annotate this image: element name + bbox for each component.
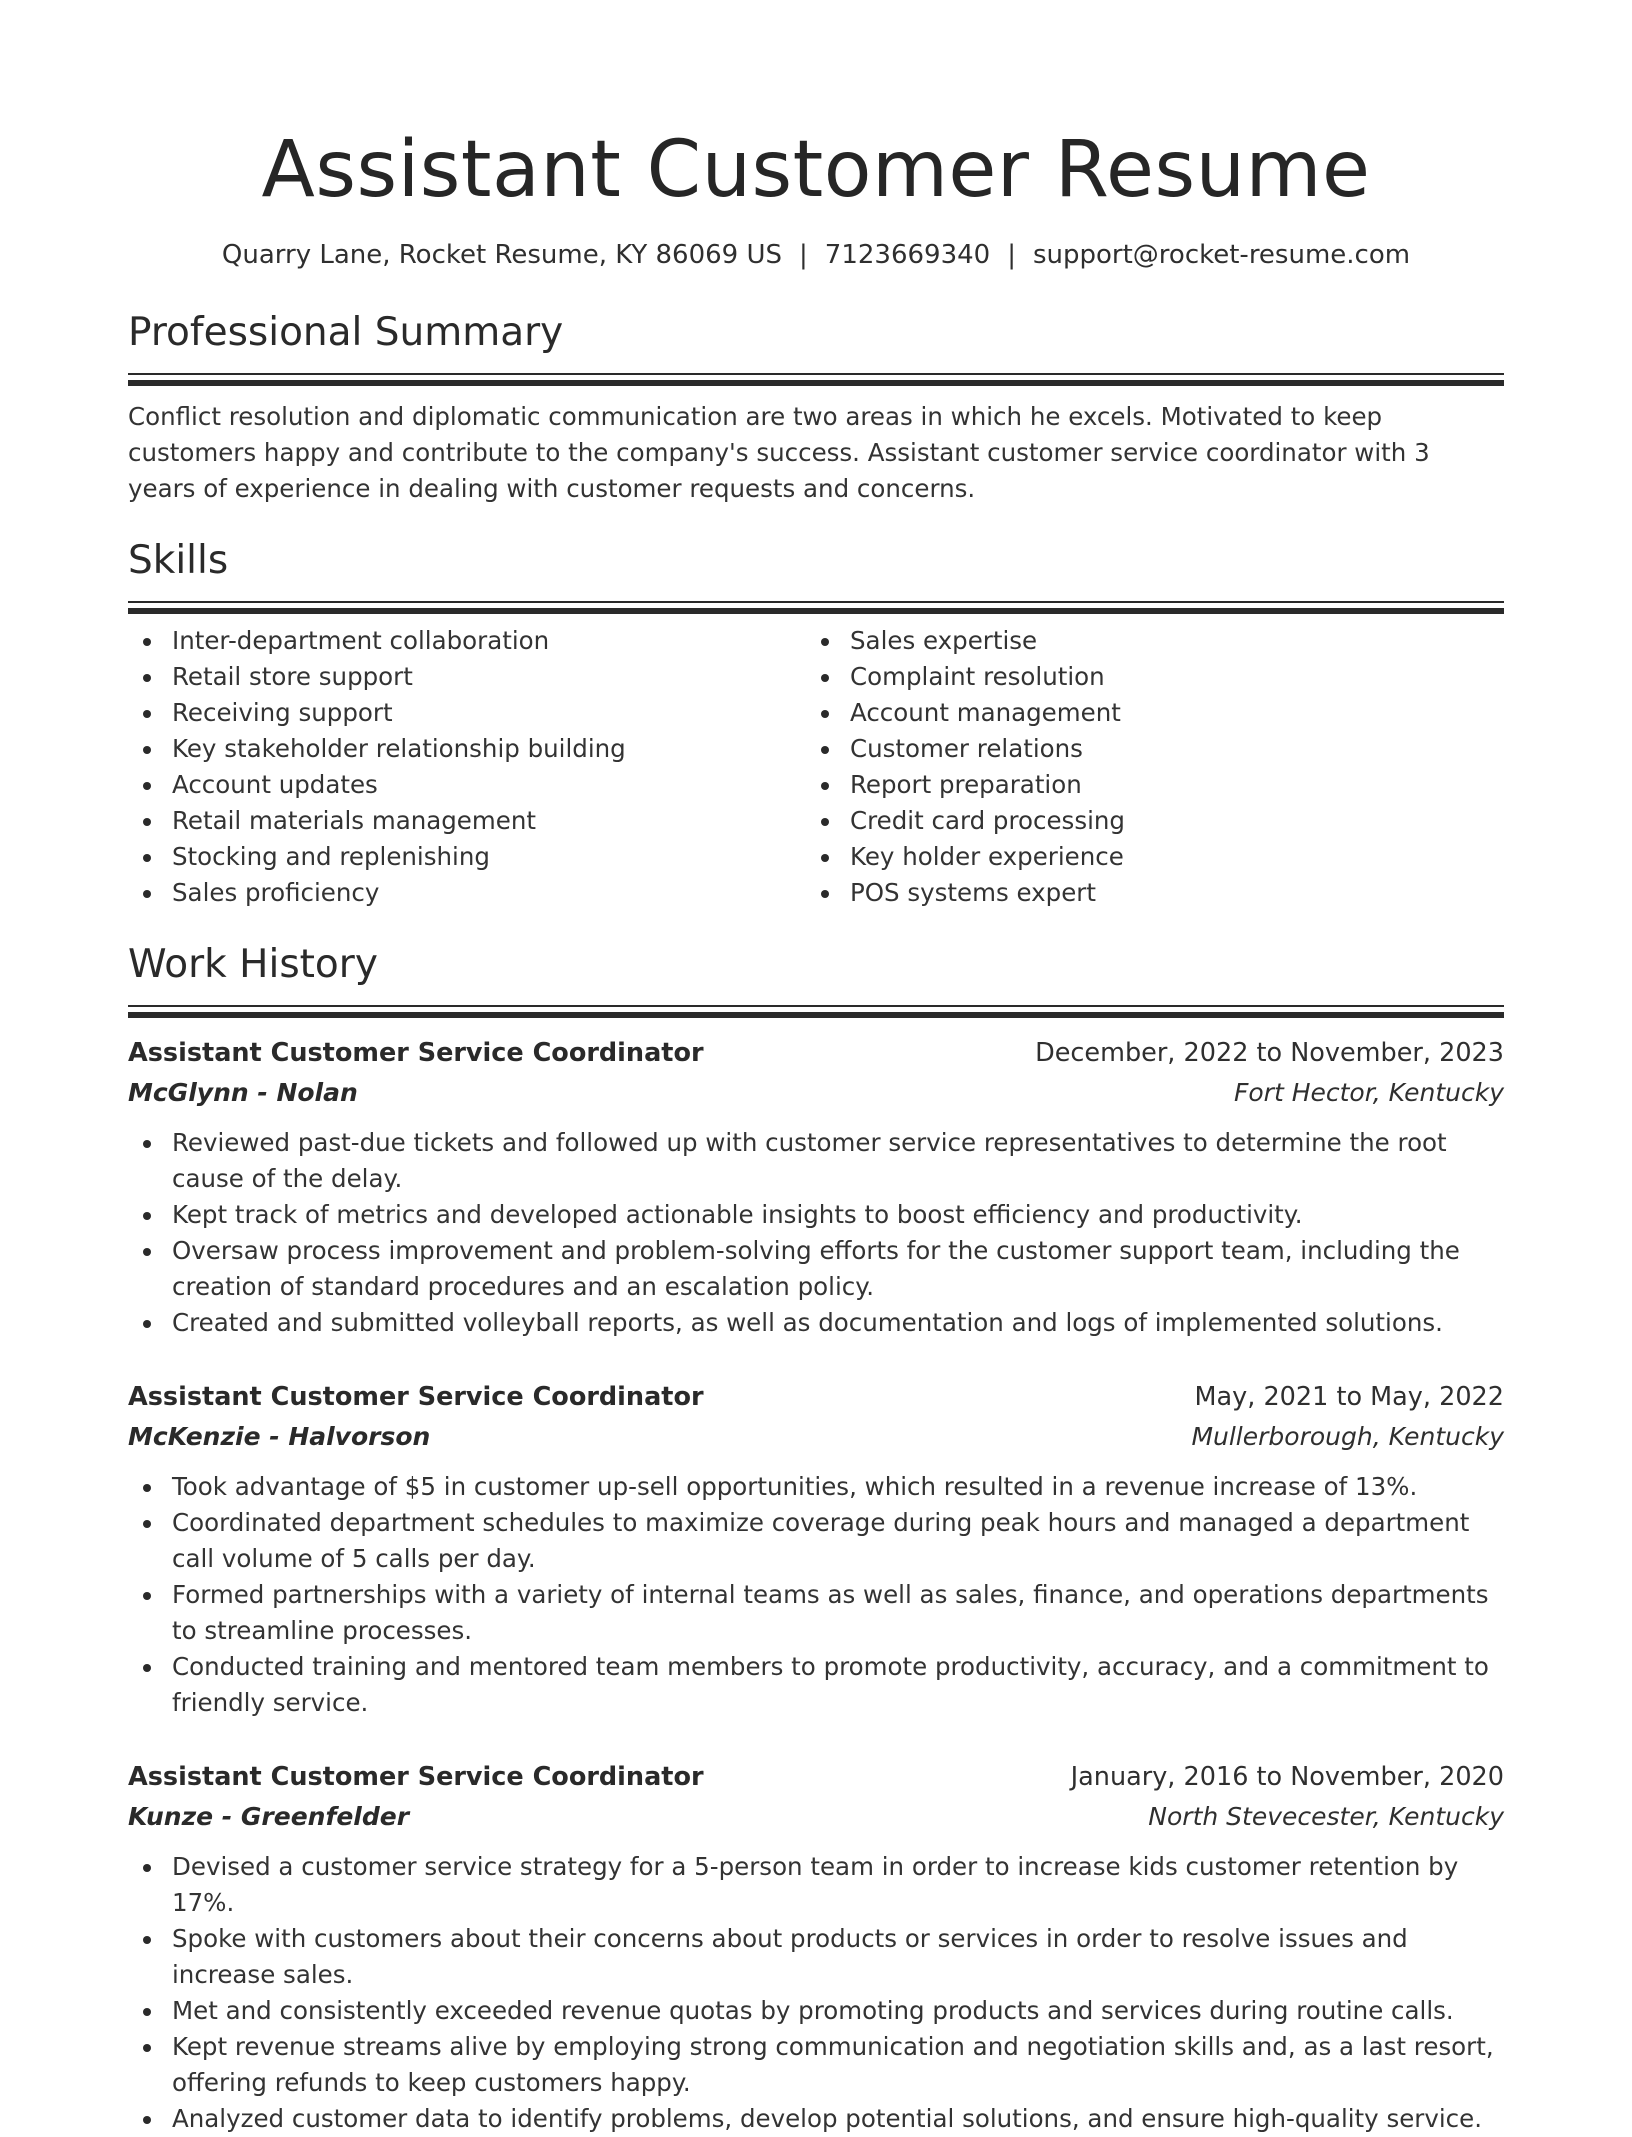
job-bullet-list — [128, 1849, 1504, 2137]
bullet-icon — [143, 638, 151, 646]
bullet-icon — [143, 1320, 151, 1328]
job-title: Assistant Customer Service Coordinator — [128, 1382, 704, 1412]
list-item — [128, 1125, 1504, 1197]
skills-column-left — [128, 623, 806, 911]
bullet-icon — [143, 1140, 151, 1148]
list-item — [128, 731, 806, 767]
bullet-icon — [821, 782, 829, 790]
list-item-text: Receiving support — [172, 698, 393, 727]
job-header-row — [128, 1757, 1504, 1797]
list-item-text: Key holder experience — [850, 842, 1124, 871]
section-title-summary: Professional Summary — [128, 310, 564, 355]
list-item — [128, 659, 806, 695]
list-item-text: Formed partnerships with a variety of internal teams as well as sales, finance, and operations departments to streamline processes. — [172, 1580, 1489, 1645]
bullet-icon — [143, 1664, 151, 1672]
contact-separator: | — [1007, 240, 1016, 270]
resume-title: Assistant Customer Resume — [261, 125, 1371, 215]
section-title-work-history: Work History — [128, 942, 378, 987]
list-item-text: Conducted training and mentored team members to promote productivity, accuracy, and a commitment to friendly service. — [172, 1652, 1489, 1717]
list-item-text: Credit card processing — [850, 806, 1125, 835]
job-dates: May, 2021 to May, 2022 — [1194, 1382, 1504, 1412]
list-item-text: Met and consistently exceeded revenue quotas by promoting products and services during routine calls. — [172, 1996, 1454, 2025]
phone-text: 7123669340 — [824, 240, 991, 270]
list-item-text: Analyzed customer data to identify problems, develop potential solutions, and ensure high-quality service. — [172, 2104, 1482, 2133]
job-entry — [128, 1033, 1504, 1341]
list-item — [128, 1469, 1504, 1505]
list-item-text: Complaint resolution — [850, 662, 1105, 691]
list-item — [806, 623, 1484, 659]
list-item — [128, 1197, 1504, 1233]
work-history-section — [128, 941, 1504, 2137]
list-item — [128, 1577, 1504, 1649]
list-item — [806, 659, 1484, 695]
bullet-icon — [821, 638, 829, 646]
bullet-icon — [821, 746, 829, 754]
job-company-row — [128, 1073, 1504, 1113]
job-dates: December, 2022 to November, 2023 — [1035, 1038, 1504, 1068]
job-company: McGlynn - Nolan — [128, 1078, 358, 1107]
list-item — [128, 1649, 1504, 1721]
summary-paragraph: Conflict resolution and diplomatic communication are two areas in which he excels. Motivated to keep customers happy and contribute to the company's success. Assistant customer service coordinator with 3 years of experience in dealing with customer requests and concerns. — [128, 402, 1430, 503]
job-location: Mullerborough, Kentucky — [1191, 1422, 1504, 1451]
list-item-text: Stocking and replenishing — [172, 842, 490, 871]
address-text: Quarry Lane, Rocket Resume, KY 86069 US — [221, 240, 783, 270]
bullet-icon — [143, 1212, 151, 1220]
contact-line — [128, 237, 1504, 273]
job-dates: January, 2016 to November, 2020 — [1070, 1762, 1504, 1792]
bullet-icon — [143, 1484, 151, 1492]
list-item — [128, 875, 806, 911]
list-item-text: Report preparation — [850, 770, 1082, 799]
list-item — [128, 623, 806, 659]
list-item — [128, 803, 806, 839]
bullet-icon — [143, 890, 151, 898]
job-company: McKenzie - Halvorson — [128, 1422, 431, 1451]
job-list — [128, 1033, 1504, 2137]
list-item-text: Sales expertise — [850, 626, 1038, 655]
list-item — [128, 1505, 1504, 1577]
list-item-text: Customer relations — [850, 734, 1083, 763]
job-company-row — [128, 1417, 1504, 1457]
bullet-icon — [143, 1248, 151, 1256]
job-header-row — [128, 1033, 1504, 1073]
list-item-text: Kept track of metrics and developed actionable insights to boost efficiency and productivity. — [172, 1200, 1303, 1229]
list-item — [128, 1921, 1504, 1993]
job-header-row — [128, 1377, 1504, 1417]
list-item-text: Retail store support — [172, 662, 413, 691]
bullet-icon — [143, 854, 151, 862]
skills-column-right — [806, 623, 1484, 911]
list-item — [128, 1305, 1504, 1341]
bullet-icon — [143, 818, 151, 826]
skills-grid — [128, 623, 1504, 911]
list-item-text: Kept revenue streams alive by employing strong communication and negotiation skills and, as a last resort, offering refunds to keep customers happy. — [172, 2032, 1494, 2097]
job-entry — [128, 1757, 1504, 2137]
job-company-row — [128, 1797, 1504, 1837]
list-item — [128, 839, 806, 875]
list-item — [128, 767, 806, 803]
contact-separator: | — [799, 240, 808, 270]
bullet-icon — [143, 1936, 151, 1944]
list-item — [128, 1849, 1504, 1921]
list-item-text: Reviewed past-due tickets and followed up with customer service representatives to determine the root cause of the delay. — [172, 1128, 1447, 1193]
job-bullet-list — [128, 1125, 1504, 1341]
bullet-icon — [143, 1592, 151, 1600]
list-item — [806, 839, 1484, 875]
job-location: North Stevecester, Kentucky — [1148, 1802, 1504, 1831]
section-title-skills: Skills — [128, 538, 229, 583]
list-item-text: Devised a customer service strategy for a 5-person team in order to increase kids customer retention by 17%. — [172, 1852, 1459, 1917]
bullet-icon — [821, 710, 829, 718]
list-item — [128, 1993, 1504, 2029]
job-company: Kunze - Greenfelder — [128, 1802, 410, 1831]
bullet-icon — [143, 746, 151, 754]
job-title: Assistant Customer Service Coordinator — [128, 1762, 704, 1792]
bullet-icon — [143, 1520, 151, 1528]
bullet-icon — [143, 1864, 151, 1872]
list-item-text: Inter-department collaboration — [172, 626, 550, 655]
list-item — [806, 695, 1484, 731]
bullet-icon — [143, 710, 151, 718]
list-item — [806, 767, 1484, 803]
list-item — [128, 1233, 1504, 1305]
bullet-icon — [821, 854, 829, 862]
professional-summary-section — [128, 309, 1504, 507]
list-item — [128, 695, 806, 731]
job-bullet-list — [128, 1469, 1504, 1721]
job-title: Assistant Customer Service Coordinator — [128, 1038, 704, 1068]
list-item — [806, 803, 1484, 839]
list-item — [806, 875, 1484, 911]
bullet-icon — [821, 674, 829, 682]
bullet-icon — [143, 674, 151, 682]
list-item — [806, 731, 1484, 767]
job-entry — [128, 1377, 1504, 1721]
resume-page — [128, 120, 1504, 2137]
list-item-text: Account management — [850, 698, 1121, 727]
skills-section — [128, 537, 1504, 911]
list-item-text: Coordinated department schedules to maximize coverage during peak hours and managed a department call volume of 5 calls per day. — [172, 1508, 1470, 1573]
list-item-text: Oversaw process improvement and problem-solving efforts for the customer support team, including the creation of standard procedures and an escalation policy. — [172, 1236, 1460, 1301]
bullet-icon — [143, 782, 151, 790]
list-item — [128, 2029, 1504, 2101]
list-item-text: Sales proficiency — [172, 878, 380, 907]
job-location: Fort Hector, Kentucky — [1234, 1078, 1504, 1107]
list-item-text: Created and submitted volleyball reports, as well as documentation and logs of implemented solutions. — [172, 1308, 1443, 1337]
list-item-text: Key stakeholder relationship building — [172, 734, 626, 763]
list-item-text: Took advantage of $5 in customer up-sell opportunities, which resulted in a revenue increase of 13%. — [172, 1472, 1418, 1501]
email-link[interactable]: support@rocket-resume.com — [1032, 240, 1411, 270]
list-item — [128, 2101, 1504, 2137]
bullet-icon — [143, 2116, 151, 2124]
section-divider — [128, 1005, 1504, 1017]
list-item-text: Retail materials management — [172, 806, 536, 835]
section-divider — [128, 373, 1504, 385]
list-item-text: Spoke with customers about their concerns about products or services in order to resolve issues and increase sales. — [172, 1924, 1408, 1989]
list-item-text: Account updates — [172, 770, 378, 799]
section-divider — [128, 601, 1504, 613]
bullet-icon — [143, 2008, 151, 2016]
list-item-text: POS systems expert — [850, 878, 1096, 907]
bullet-icon — [821, 890, 829, 898]
bullet-icon — [821, 818, 829, 826]
bullet-icon — [143, 2044, 151, 2052]
